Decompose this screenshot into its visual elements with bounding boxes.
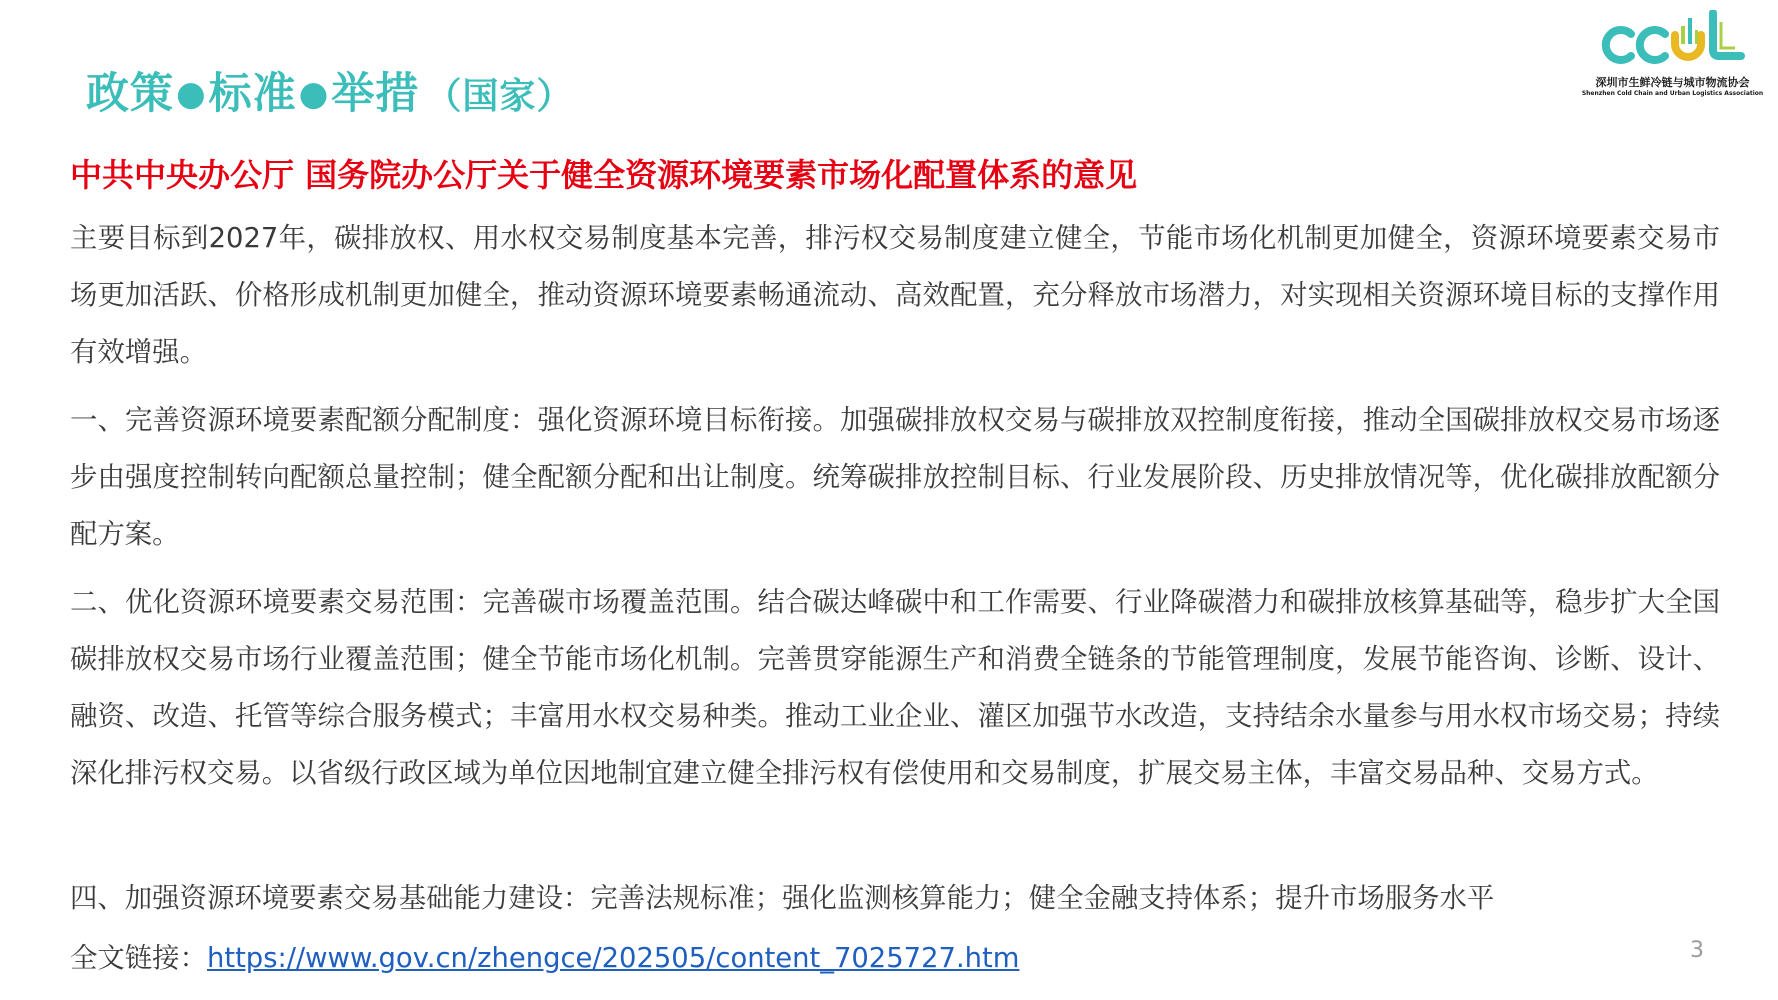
full-text-link-line — [70, 930, 1019, 987]
logo-name-en: Shenzhen Cold Chain and Urban Logistics Association — [1581, 90, 1764, 97]
bullet-dot-icon: ● — [176, 74, 207, 114]
title-region: （国家） — [425, 76, 574, 117]
full-text-link[interactable]: https://www.gov.cn/zhengce/202505/content_7025727.htm — [206, 943, 1020, 974]
page-number: 3 — [1690, 938, 1704, 963]
paragraph-main-goal: 主要目标到2027年，碳排放权、用水权交易制度基本完善，排污权交易制度建立健全，节能市场化机制更加健全，资源环境要素交易市场更加活跃、价格形成机制更加健全，推动资源环境要素畅通流动、高效配置，充分释放市场潜力，对实现相关资源环境目标的支撑作用有效增强。 — [70, 223, 1720, 368]
paragraph-section-four: 四、加强资源环境要素交易基础能力建设：完善法规标准；强化监测核算能力；健全金融支持体系；提升市场服务水平 — [70, 883, 1495, 914]
paragraph-section-two: 二、优化资源环境要素交易范围：完善碳市场覆盖范围。结合碳达峰碳中和工作需要、行业降碳潜力和碳排放核算基础等，稳步扩大全国碳排放权交易市场行业覆盖范围；健全节能市场化机制。完善贯穿能源生产和消费全链条的节能管理制度，发展节能咨询、诊断、设计、融资、改造、托管等综合服务模式；丰富用水权交易种类。推动工业企业、灌区加强节水改造，支持结余水量参与用水权市场交易；持续深化排污权交易。以省级行政区域为单位因地制宜建立健全排污权有偿使用和交易制度，扩展交易主体，丰富交易品种、交易方式。 — [70, 587, 1720, 789]
document-title: 中共中央办公厅 国务院办公厅关于健全资源环境要素市场化配置体系的意见 — [70, 156, 1138, 194]
link-label: 全文链接： — [70, 943, 207, 974]
logo-name-cn: 深圳市生鲜冷链与城市物流协会 — [1595, 76, 1750, 89]
ccul-logo-icon — [1595, 10, 1750, 72]
title-part-measures: 举措 — [331, 69, 420, 119]
title-part-standard: 标准 — [208, 69, 297, 119]
bullet-dot-icon: ● — [298, 74, 330, 114]
title-part-policy: 政策 — [86, 69, 174, 119]
paragraph-section-one: 一、完善资源环境要素配额分配制度：强化资源环境目标衔接。加强碳排放权交易与碳排放双控制度衔接，推动全国碳排放权交易市场逐步由强度控制转向配额总量控制；健全配额分配和出让制度。统筹碳排放控制目标、行业发展阶段、历史排放情况等，优化碳排放配额分配方案。 — [70, 405, 1720, 550]
section-title — [86, 60, 573, 121]
association-logo — [1575, 10, 1770, 100]
